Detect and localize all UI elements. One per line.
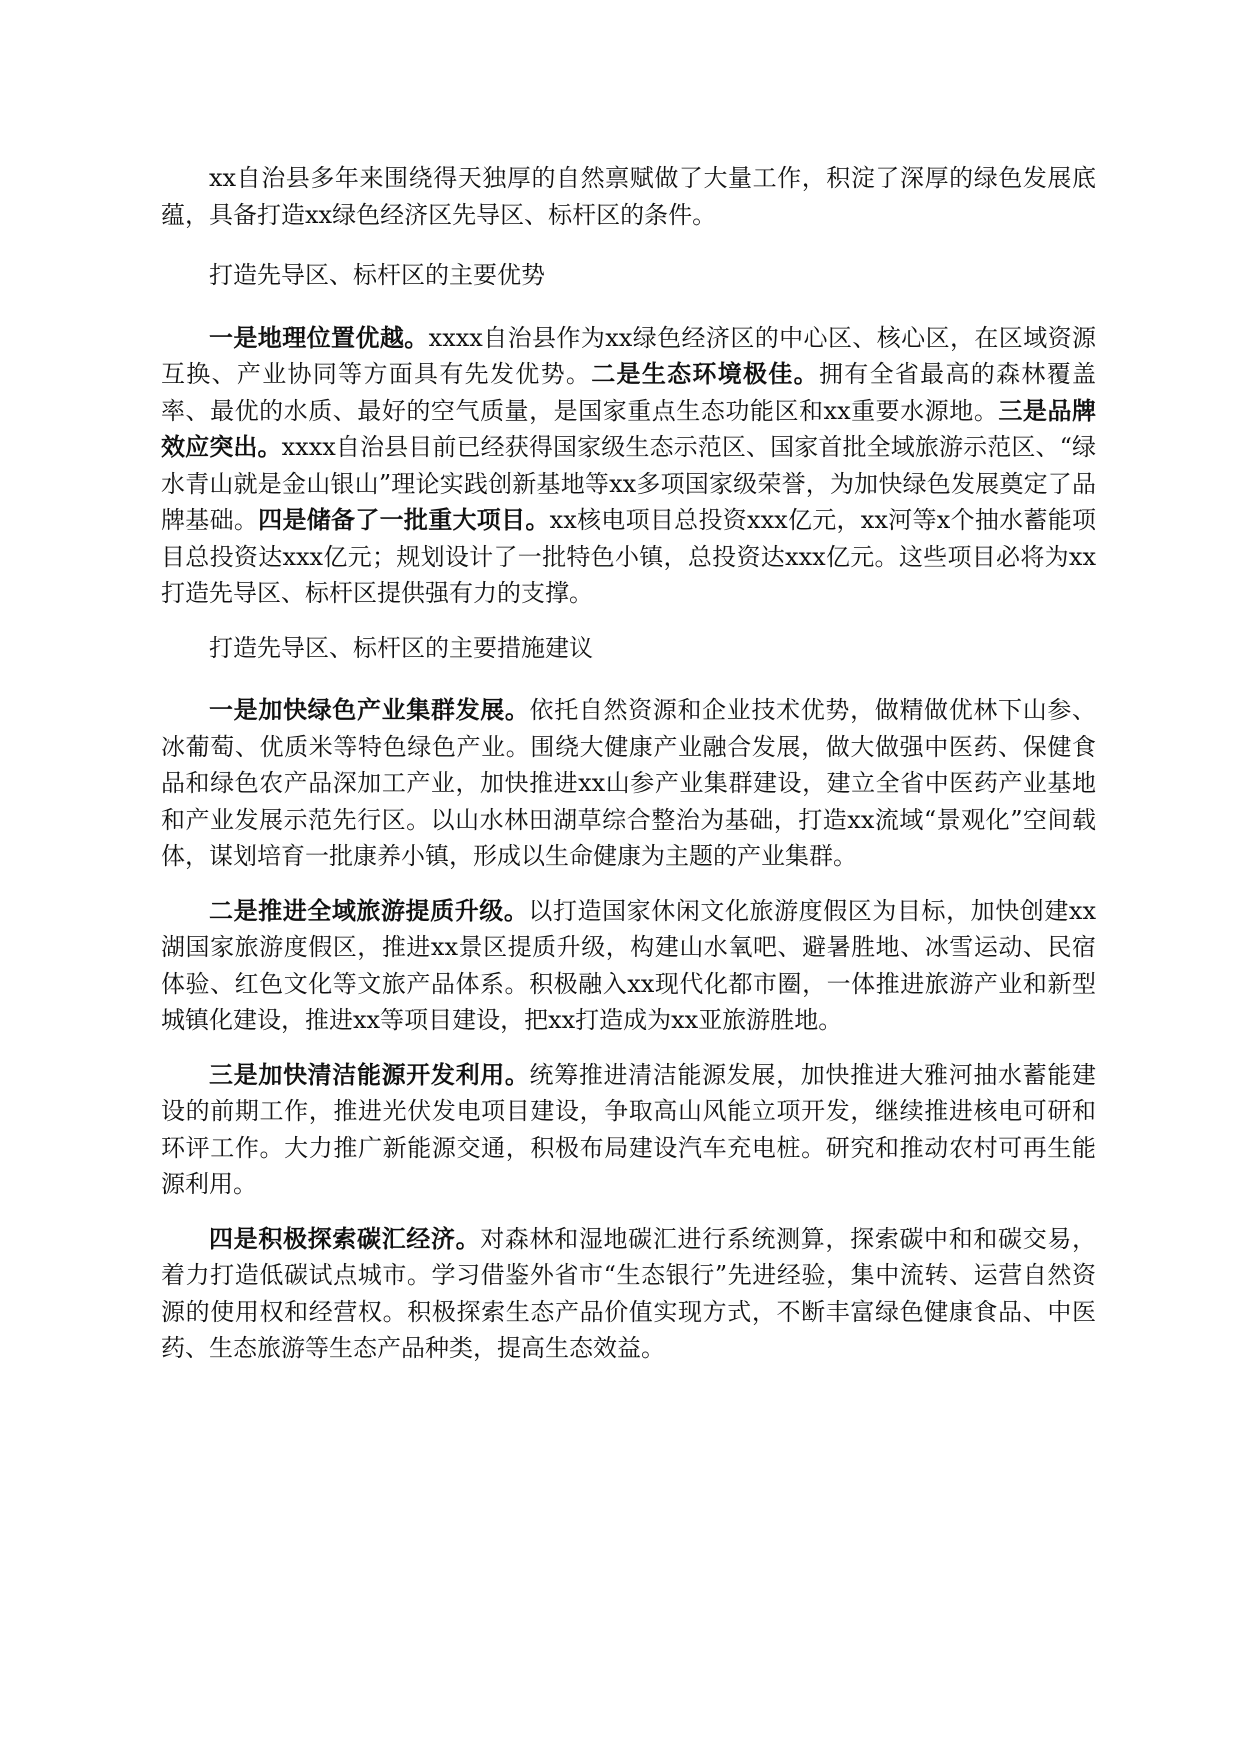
advantage-4-lead: 四是储备了一批重大项目。 bbox=[258, 506, 550, 534]
measure-2-text: 以打造国家休闲文化旅游度假区为目标，加快创建xx湖国家旅游度假区，推进xx景区提质升级，构建山水氧吧、避暑胜地、冰雪运动、民宿体验、红色文化等文旅产品体系。积极融入xx现代化都市圈，一体推进旅游产业和新型城镇化建设，推进xx等项目建设，把xx打造成为xx亚旅游胜地。 bbox=[161, 896, 1096, 1034]
measure-2-lead: 二是推进全域旅游提质升级。 bbox=[209, 896, 529, 925]
advantage-3-lead: 三是品牌效应突出。 bbox=[161, 396, 1096, 461]
measure-paragraph-1 bbox=[161, 692, 1096, 875]
advantage-4-text: xx核电项目总投资xxx亿元，xx河等x个抽水蓄能项目总投资达xxx亿元；规划设计了一批特色小镇，总投资达xxx亿元。这些项目必将为xx打造先导区、标杆区提供强有力的支撑。 bbox=[161, 506, 1097, 607]
section-heading-advantages: 打造先导区、标杆区的主要优势 bbox=[209, 261, 545, 289]
measure-3-text: 统筹推进清洁能源发展，加快推进大雅河抽水蓄能建设的前期工作，推进光伏发电项目建设，争取高山风能立项开发，继续推进核电可研和环评工作。大力推广新能源交通，积极布局建设汽车充电桩。研究和推动农村可再生能源利用。 bbox=[161, 1060, 1097, 1198]
measure-paragraph-4 bbox=[161, 1221, 1096, 1367]
advantage-1-text: xxxx自治县作为xx绿色经济区的中心区、核心区，在区域资源互换、产业协同等方面具有先发优势。 bbox=[161, 323, 1096, 388]
advantage-2-lead: 二是生态环境极佳。 bbox=[591, 360, 819, 388]
measure-1-lead: 一是加快绿色产业集群发展。 bbox=[209, 696, 530, 724]
intro-paragraph: xx自治县多年来围绕得天独厚的自然禀赋做了大量工作，积淀了深厚的绿色发展底蕴，具备打造xx绿色经济区先导区、标杆区的条件。 bbox=[161, 164, 1096, 229]
advantage-3-text: xxxx自治县目前已经获得国家级生态示范区、国家首批全域旅游示范区、“绿水青山就是金山银山”理论实践创新基地等xx多项国家级荣誉，为加快绿色发展奠定了品牌基础。 bbox=[161, 433, 1096, 534]
section-heading-measures: 打造先导区、标杆区的主要措施建议 bbox=[209, 633, 593, 662]
measure-4-text: 对森林和湿地碳汇进行系统测算，探索碳中和和碳交易，着力打造低碳试点城市。学习借鉴外省市“生态银行”先进经验，集中流转、运营自然资源的使用权和经营权。积极探索生态产品价值实现方式，不断丰富绿色健康食品、中医药、生态旅游等生态产品种类，提高生态效益。 bbox=[161, 1224, 1097, 1362]
measure-1-text: 依托自然资源和企业技术优势，做精做优林下山参、冰葡萄、优质米等特色绿色产业。围绕大健康产业融合发展，做大做强中医药、保健食品和绿色农产品深加工产业，加快推进xx山参产业集群建设，建立全省中医药产业基地和产业发展示范先行区。以山水林田湖草综合整治为基础，打造xx流域“景观化”空间载体，谋划培育一批康养小镇，形成以生命健康为主题的产业集群。 bbox=[161, 696, 1097, 870]
measure-4-lead: 四是积极探索碳汇经济。 bbox=[209, 1224, 481, 1253]
measure-3-lead: 三是加快清洁能源开发利用。 bbox=[209, 1060, 530, 1089]
measure-paragraph-2 bbox=[161, 893, 1096, 1039]
measure-paragraph-3 bbox=[161, 1057, 1096, 1203]
advantage-2-text: 拥有全省最高的森林覆盖率、最优的水质、最好的空气质量，是国家重点生态功能区和xx重要水源地。 bbox=[161, 360, 1097, 425]
document-body bbox=[161, 160, 1096, 1367]
advantages-paragraph bbox=[161, 320, 1096, 612]
advantage-1-lead: 一是地理位置优越。 bbox=[209, 323, 429, 352]
